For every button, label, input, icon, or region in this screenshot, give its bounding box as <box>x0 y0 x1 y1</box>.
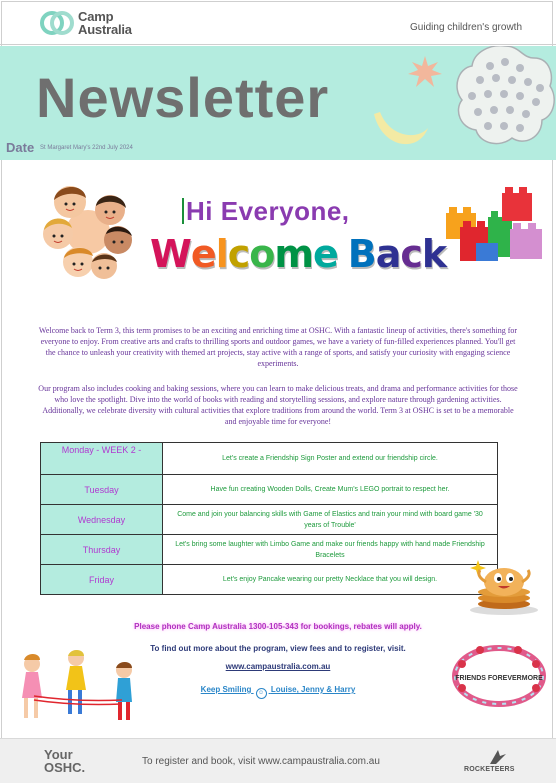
kids-circle-illustration <box>38 182 138 282</box>
camp-australia-logo <box>40 10 132 36</box>
schedule-day: Tuesday <box>41 475 163 505</box>
intro-paragraph: Welcome back to Term 3, this term promises to be an exciting and enriching time at OSHC. With a fantastic lineup of activities, there's something for everyone to enjoy. From creative arts and crafts to thrilling sports and outdoor games, we have a variety of fun-filled experiences planned. You'll get the chance to unleash your creativity with themed art projects, stay active with a range of sports, and satisfy your curiosity with engaging science experiments. <box>38 326 518 368</box>
welcome-back-heading <box>150 232 446 276</box>
schedule-day: Wednesday <box>41 505 163 535</box>
schedule-activity: Let's bring some laughter with Limbo Game and make our friends happy with hand made Friendship Bracelets <box>163 535 498 565</box>
footer-register-text: To register and book, visit www.campaustralia.com.au <box>142 756 380 767</box>
tagline: Guiding children's growth <box>410 22 522 33</box>
welcome-letter: c <box>227 232 250 276</box>
ca-logo-icon <box>40 11 74 35</box>
schedule-row <box>41 535 498 565</box>
rocketeers-logo-icon <box>464 746 524 766</box>
program-paragraph: Our program also includes cooking and baking sessions, where you can learn to make delicious treats, and drama and performance activities for those who love the spotlight. Dive into the world of books with reading and storytelling sessions, and explore nature through gardening activities. Additionally, we celebrate diversity with cultural activities that explore traditions from around the world. Term 3 at OSHC is set to be a memorable and enjoyable time for everyone! <box>38 384 518 426</box>
schedule-row <box>41 565 498 595</box>
welcome-letter: e <box>190 232 216 276</box>
website-link[interactable]: www.campaustralia.com.au <box>225 662 331 671</box>
kids-elastics-illustration <box>14 648 144 728</box>
schedule-activity: Have fun creating Wooden Dolls, Create Mum's LEGO portrait to respect her. <box>163 475 498 505</box>
welcome-letter: o <box>249 232 275 276</box>
weekly-schedule-table <box>40 442 498 595</box>
find-out-more-text: To find out more about the program, view fees and to register, visit. <box>150 644 406 653</box>
welcome-letter: l <box>215 232 228 276</box>
schedule-row <box>41 505 498 535</box>
footer-divider <box>0 738 556 739</box>
schedule-day: Friday <box>41 565 163 595</box>
schedule-row <box>41 475 498 505</box>
welcome-letter: a <box>375 232 401 276</box>
schedule-activity: Let's enjoy Pancake wearing our pretty Necklace that you will design. <box>163 565 498 595</box>
schedule-day: Thursday <box>41 535 163 565</box>
your-oshc-logo: Your OSHC. <box>44 747 86 775</box>
hi-everyone-heading: Hi Everyone, <box>182 196 350 227</box>
star-burst-icon <box>408 56 442 88</box>
schedule-activity: Let's create a Friendship Sign Poster and extend our friendship circle. <box>163 443 498 475</box>
date-text: St Margaret Mary's 22nd July 2024 <box>40 145 133 151</box>
newsletter-banner <box>0 46 556 160</box>
schedule-activity: Come and join your balancing skills with Game of Elastics and train your mind with board game '30 years of Trouble' <box>163 505 498 535</box>
welcome-letter: B <box>347 232 376 276</box>
header-divider <box>0 44 556 45</box>
lego-bricks-illustration <box>440 183 546 271</box>
newsletter-title: Newsletter <box>36 66 330 129</box>
rocketeers-logo-text: ROCKETEERS <box>464 766 515 773</box>
crescent-moon-icon <box>370 108 430 158</box>
welcome-letter: k <box>421 232 447 276</box>
pancake-character-illustration <box>464 556 540 616</box>
dotted-flower-icon <box>450 46 556 150</box>
bracelet-text: FRIENDS FOREVERMORE <box>455 675 543 682</box>
friendship-bracelet-illustration <box>450 640 548 712</box>
welcome-letter: m <box>274 232 313 276</box>
date-label: Date <box>6 140 35 155</box>
sign-off-text: Keep Smiling ☺ Louise, Jenny & Harry <box>0 685 556 699</box>
logo-text: Camp Australia <box>78 9 132 37</box>
welcome-letter: W <box>150 232 191 276</box>
welcome-letter: e <box>312 232 338 276</box>
text-cursor <box>182 198 184 224</box>
phone-bookings-text: Please phone Camp Australia 1300-105-343 for bookings, rebates will apply. <box>134 622 422 631</box>
welcome-letter: c <box>400 232 422 276</box>
schedule-row <box>41 443 498 475</box>
smiley-icon: ☺ <box>256 688 267 699</box>
schedule-day: Monday - WEEK 2 - <box>41 443 163 475</box>
